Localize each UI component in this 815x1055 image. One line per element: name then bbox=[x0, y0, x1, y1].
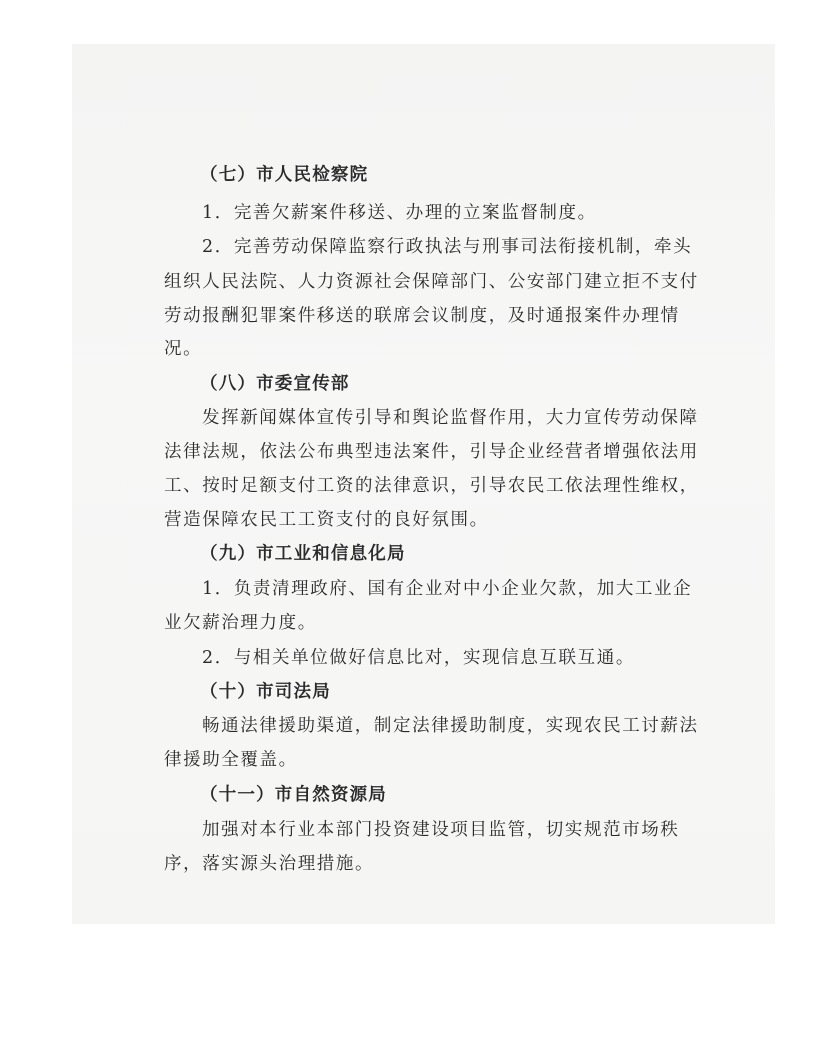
paragraph-line: 律援助全覆盖。 bbox=[164, 750, 298, 770]
section-heading-justice-bureau: （十）市司法局 bbox=[200, 682, 331, 702]
paragraph-line: 1．负责清理政府、国有企业对中小企业欠款，加大工业企 bbox=[202, 579, 693, 599]
paragraph-line: 组织人民法院、人力资源社会保障部门、公安部门建立拒不支付 bbox=[164, 272, 699, 292]
paragraph-line: 2．与相关单位做好信息比对，实现信息互联互通。 bbox=[202, 648, 635, 668]
paragraph-line: 法律法规，依法公布典型违法案件，引导企业经营者增强依法用 bbox=[164, 442, 699, 462]
paragraph-line: 业欠薪治理力度。 bbox=[164, 613, 317, 633]
paragraph-line: 畅通法律援助渠道，制定法律援助制度，实现农民工讨薪法 bbox=[202, 716, 699, 736]
section-heading-natural-resources-bureau: （十一）市自然资源局 bbox=[200, 785, 387, 805]
paragraph-line: 营造保障农民工工资支付的良好氛围。 bbox=[164, 510, 489, 530]
paragraph-line: 1．完善欠薪案件移送、办理的立案监督制度。 bbox=[202, 203, 597, 223]
paragraph-line: 2．完善劳动保障监察行政执法与刑事司法衔接机制，牵头 bbox=[202, 237, 693, 257]
section-heading-publicity-dept: （八）市委宣传部 bbox=[200, 374, 350, 394]
section-heading-procuratorate: （七）市人民检察院 bbox=[200, 165, 369, 185]
paragraph-line: 发挥新闻媒体宣传引导和舆论监督作用，大力宣传劳动保障 bbox=[202, 408, 699, 428]
paragraph-line: 序，落实源头治理措施。 bbox=[164, 854, 375, 874]
section-heading-industry-it-bureau: （九）市工业和信息化局 bbox=[200, 544, 406, 564]
paragraph-line: 劳动报酬犯罪案件移送的联席会议制度，及时通报案件办理情 bbox=[164, 306, 680, 326]
paragraph-line: 加强对本行业本部门投资建设项目监管，切实规范市场秩 bbox=[202, 820, 680, 840]
paragraph-line: 工、按时足额支付工资的法律意识，引导农民工依法理性维权， bbox=[164, 476, 699, 496]
paragraph-line: 况。 bbox=[164, 339, 203, 359]
